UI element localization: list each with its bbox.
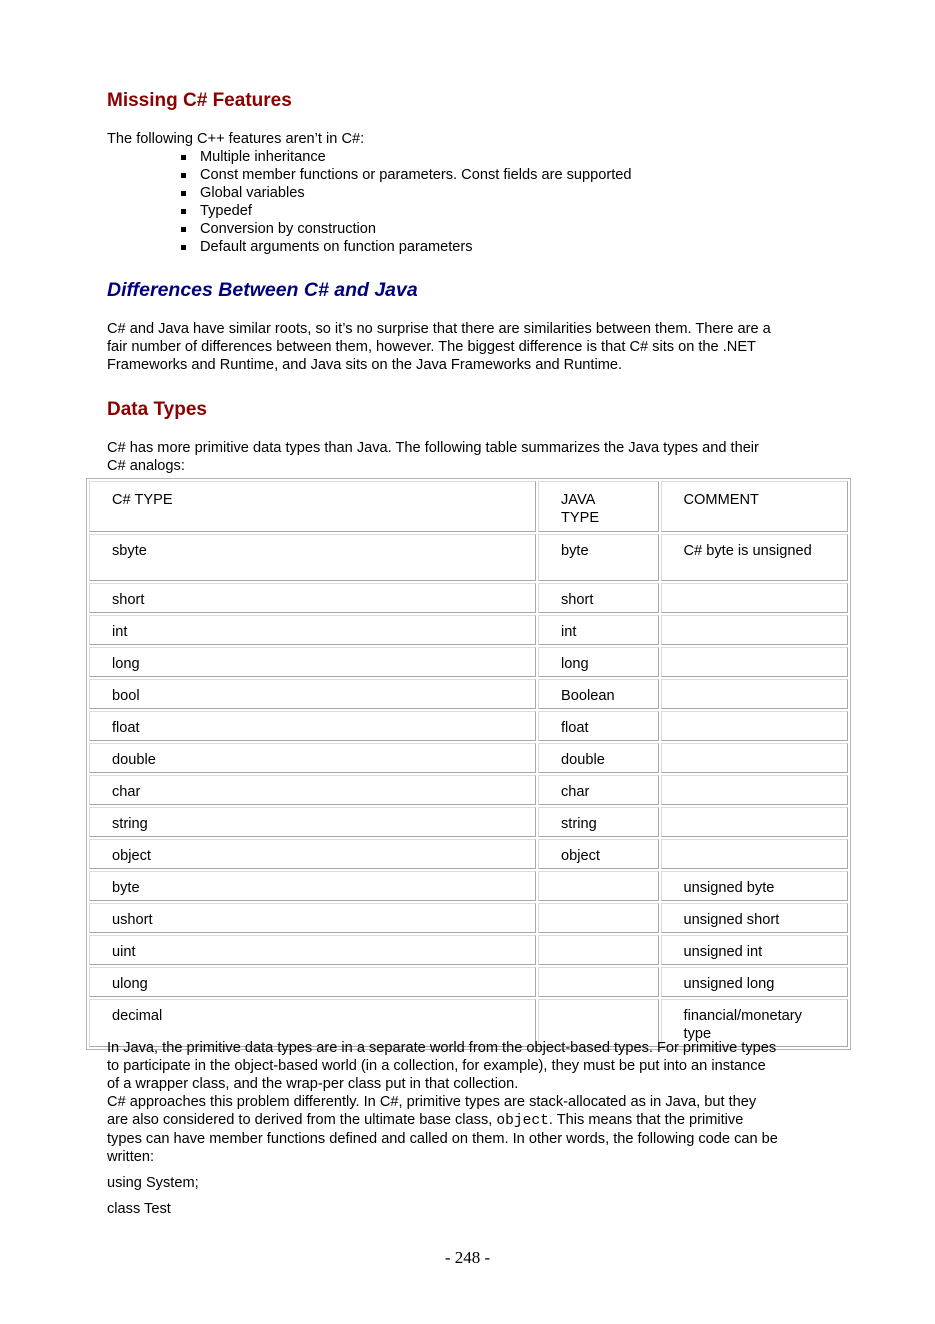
- bullet-icon: [181, 245, 186, 250]
- table-row: int int: [89, 615, 848, 645]
- missing-features-intro: The following C++ features aren’t in C#:: [107, 131, 365, 147]
- bullet-icon: [181, 209, 186, 214]
- table-row: ulong unsigned long: [89, 967, 848, 997]
- table-row: long long: [89, 647, 848, 677]
- table-row: bool Boolean: [89, 679, 848, 709]
- table-row: float float: [89, 711, 848, 741]
- table-row: double double: [89, 743, 848, 773]
- table-row: ushort unsigned short: [89, 903, 848, 933]
- list-item: Conversion by construction: [178, 220, 632, 238]
- table-row: short short: [89, 583, 848, 613]
- inline-code-object: object: [496, 1113, 549, 1129]
- code-line: using System;: [107, 1175, 199, 1191]
- table-row: char char: [89, 775, 848, 805]
- header-comment: COMMENT: [661, 481, 848, 532]
- header-csharp-type: C# TYPE: [89, 481, 536, 532]
- table-header-row: [89, 481, 848, 532]
- missing-features-list: [178, 148, 632, 256]
- page-number: - 248 -: [444, 1248, 491, 1267]
- table-row: byte unsigned byte: [89, 871, 848, 901]
- list-item: Default arguments on function parameters: [178, 238, 632, 256]
- table-row: string string: [89, 807, 848, 837]
- list-item: Global variables: [178, 184, 632, 202]
- table-row: uint unsigned int: [89, 935, 848, 965]
- heading-csharp-java-differences: Differences Between C# and Java: [107, 279, 418, 301]
- bullet-icon: [181, 227, 186, 232]
- table-row: sbyte byte C# byte is unsigned: [89, 534, 848, 581]
- differences-paragraph: C# and Java have similar roots, so it’s no surprise that there are similarities between them. There are a fair number of differences between them, however. The biggest difference is that C# sits on the .NET Frameworks and Runtime, and Java sits on the Java Frameworks and Runtime.: [107, 321, 771, 373]
- heading-missing-features: Missing C# Features: [107, 90, 292, 111]
- list-item: Multiple inheritance: [178, 148, 632, 166]
- primitive-types-paragraph: In Java, the primitive data types are in a separate world from the object-based types. For primitive types to participate in the object-based world (in a collection, for example), they must be put into an instance of a wrapper class, and the wrap-per class put in that collection. C# approaches this problem differently. In C#, primitive types are stack-allocated as in Java, but they are also considered to derived from the ultimate base class, object. This means that the primitive types can have member functions defined and called on them. In other words, the following code can be written:: [107, 1040, 778, 1165]
- heading-data-types: Data Types: [107, 399, 207, 420]
- header-java-type: JAVA TYPE: [538, 481, 659, 532]
- bullet-icon: [181, 155, 186, 160]
- list-item: Typedef: [178, 202, 632, 220]
- data-types-intro: C# has more primitive data types than Java. The following table summarizes the Java types and their C# analogs:: [107, 440, 759, 474]
- type-comparison-table: [86, 478, 851, 1050]
- table-row: decimal financial/monetary type: [89, 999, 848, 1047]
- bullet-icon: [181, 191, 186, 196]
- code-line: class Test: [107, 1201, 171, 1217]
- list-item: Const member functions or parameters. Const fields are supported: [178, 166, 632, 184]
- bullet-icon: [181, 173, 186, 178]
- table-row: object object: [89, 839, 848, 869]
